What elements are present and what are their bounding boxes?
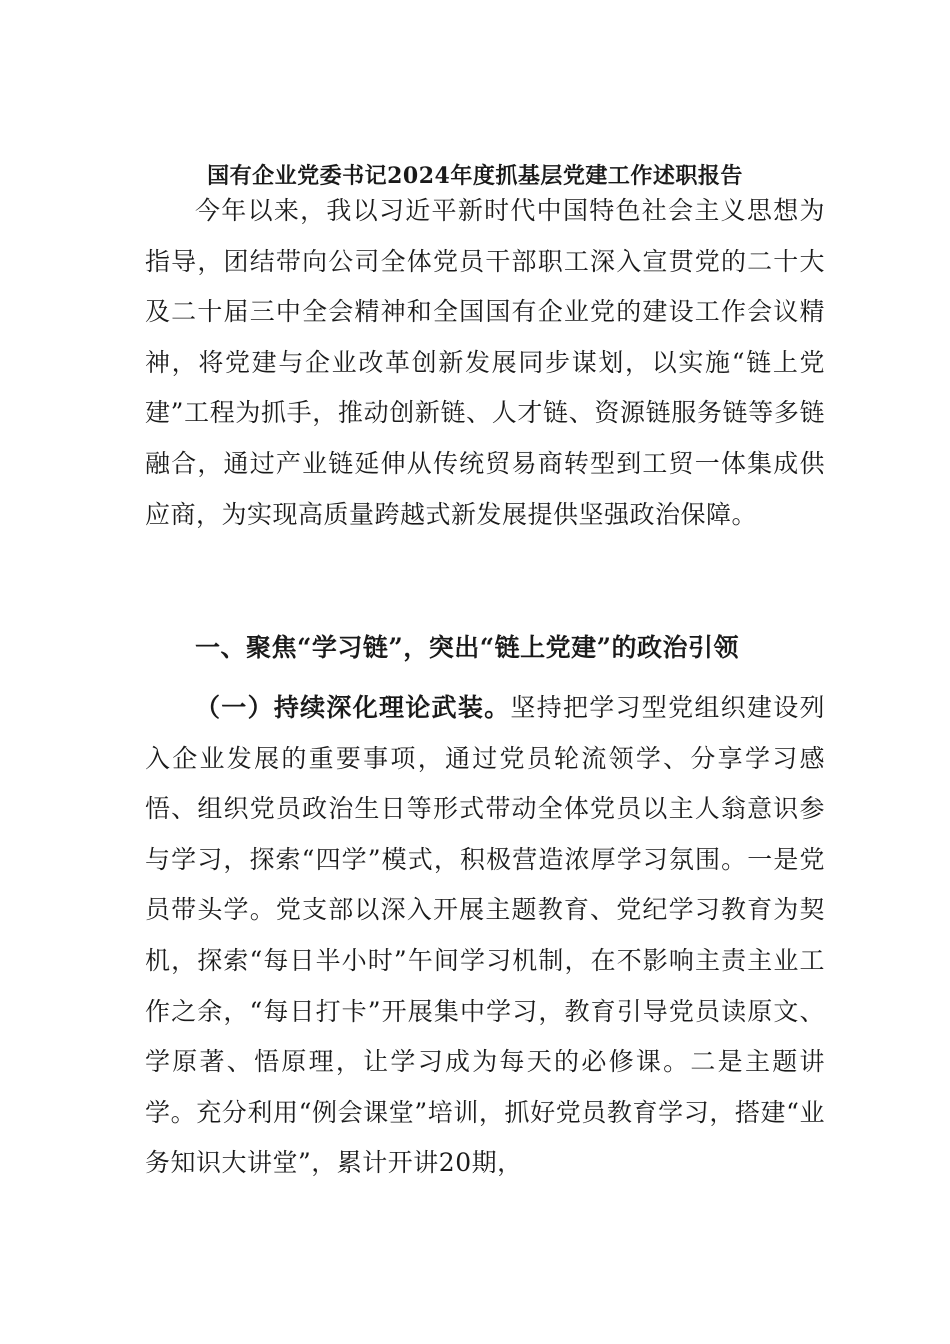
subsection-heading: （一）持续深化理论武装。: [195, 693, 511, 722]
subsection-body: 坚持把学习型党组织建设列入企业发展的重要事项，通过党员轮流领学、分享学习感悟、组织党员政治生日等形式带动全体党员以主人翁意识参与学习，探索“四学”模式，积极营造浓厚学习氛围。一是党员带头学。党支部以深入开展主题教育、党纪学习教育为契机，探索“每日半小时”午间学习机制，在不影响主责主业工作之余，“每日打卡”开展集中学习，教育引导党员读原文、学原著、悟原理，让学习成为每天的必修课。二是主题讲学。充分利用“例会课堂”培训，抓好党员教育学习，搭建“业务知识大讲堂”，累计开讲20期，: [145, 693, 825, 1178]
section-paragraph: [145, 683, 825, 1189]
section-heading: 一、聚焦“学习链”，突出“链上党建”的政治引领: [195, 633, 740, 662]
intro-paragraph: 今年以来，我以习近平新时代中国特色社会主义思想为指导，团结带向公司全体党员干部职工深入宣贯党的二十大及二十届三中全会精神和全国国有企业党的建设工作会议精神，将党建与企业改革创新发展同步谋划，以实施“链上党建”工程为抓手，推动创新链、人才链、资源链服务链等多链融合，通过产业链延伸从传统贸易商转型到工贸一体集成供应商，为实现高质量跨越式新发展提供坚强政治保障。: [145, 196, 825, 529]
document-title: 国有企业党委书记2024年度抓基层党建工作述职报告: [207, 163, 743, 189]
